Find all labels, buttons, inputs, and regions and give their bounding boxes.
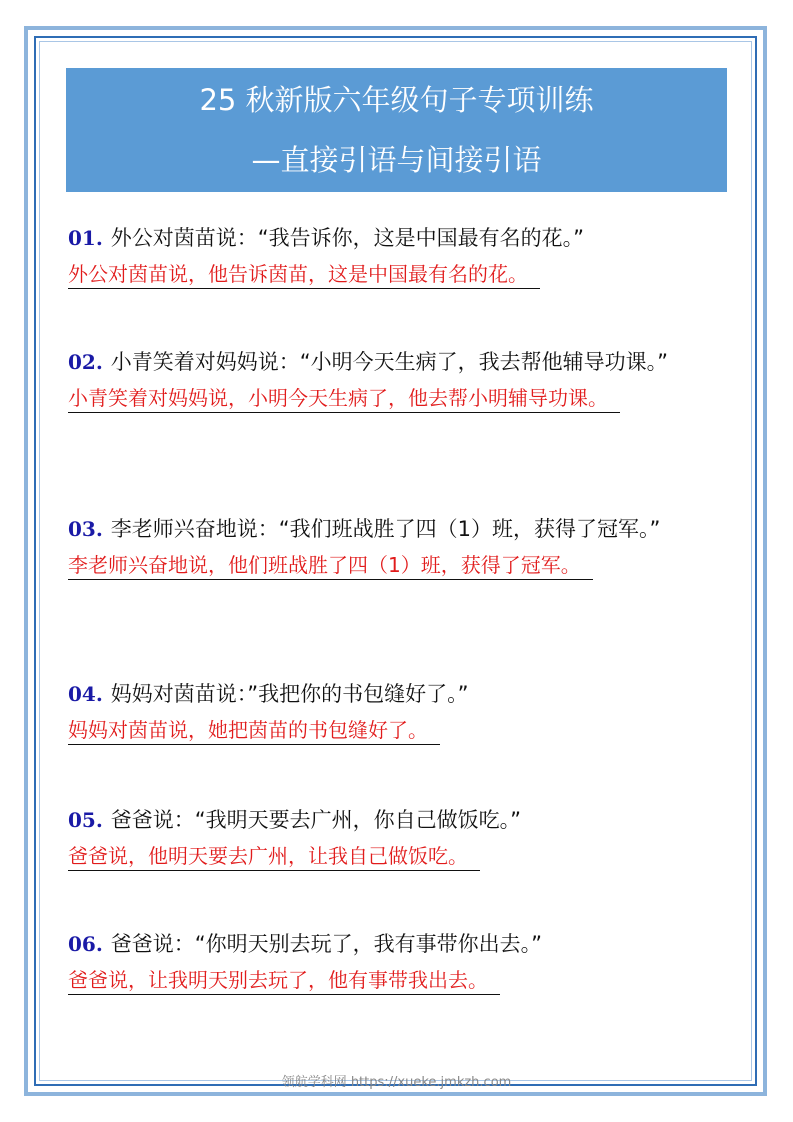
item-number: 02. [68,350,103,374]
item-number: 05. [68,808,103,832]
item-number: 03. [68,517,103,541]
question-text [68,342,728,382]
question-sentence: 爸爸说：“我明天要去广州，你自己做饭吃。” [110,808,522,832]
question-sentence: 爸爸说：“你明天别去玩了，我有事带你出去。” [110,932,543,956]
exercise-item-6 [68,924,728,996]
answer-text [68,258,728,290]
answer-sentence: 李老师兴奋地说，他们班战胜了四（1）班，获得了冠军。 [68,553,593,580]
item-number: 01. [68,226,103,250]
question-sentence: 李老师兴奋地说：“我们班战胜了四（1）班，获得了冠军。” [110,517,661,541]
question-text [68,800,728,840]
answer-sentence: 小青笑着对妈妈说，小明今天生病了，他去帮小明辅导功课。 [68,386,620,413]
answer-sentence: 妈妈对茵苗说，她把茵苗的书包缝好了。 [68,718,440,745]
answer-text [68,714,728,746]
title-line-1: 25 秋新版六年级句子专项训练 [199,83,594,117]
exercise-item-4 [68,674,728,746]
exercise-item-1 [68,218,728,290]
question-sentence: 外公对茵苗说：“我告诉你，这是中国最有名的花。” [110,226,585,250]
title-line-2: —直接引语与间接引语 [251,143,542,177]
answer-text [68,840,728,872]
question-text [68,924,728,964]
exercise-item-5 [68,800,728,872]
title-banner [66,68,727,192]
item-number: 04. [68,682,103,706]
item-number: 06. [68,932,103,956]
exercise-item-2 [68,342,728,414]
question-text [68,509,728,549]
question-sentence: 小青笑着对妈妈说：“小明今天生病了，我去帮他辅导功课。” [110,350,669,374]
exercise-item-3 [68,509,728,581]
answer-text [68,964,728,996]
question-text [68,674,728,714]
question-text [68,218,728,258]
answer-text [68,549,728,581]
answer-sentence: 爸爸说，让我明天别去玩了，他有事带我出去。 [68,968,500,995]
footer-watermark: 领航学科网 https://xueke.jmkzh.com [281,1075,512,1090]
answer-sentence: 爸爸说，他明天要去广州，让我自己做饭吃。 [68,844,480,871]
question-sentence: 妈妈对茵苗说：”我把你的书包缝好了。” [110,682,469,706]
answer-text [68,382,728,414]
answer-sentence: 外公对茵苗说，他告诉茵苗，这是中国最有名的花。 [68,262,540,289]
